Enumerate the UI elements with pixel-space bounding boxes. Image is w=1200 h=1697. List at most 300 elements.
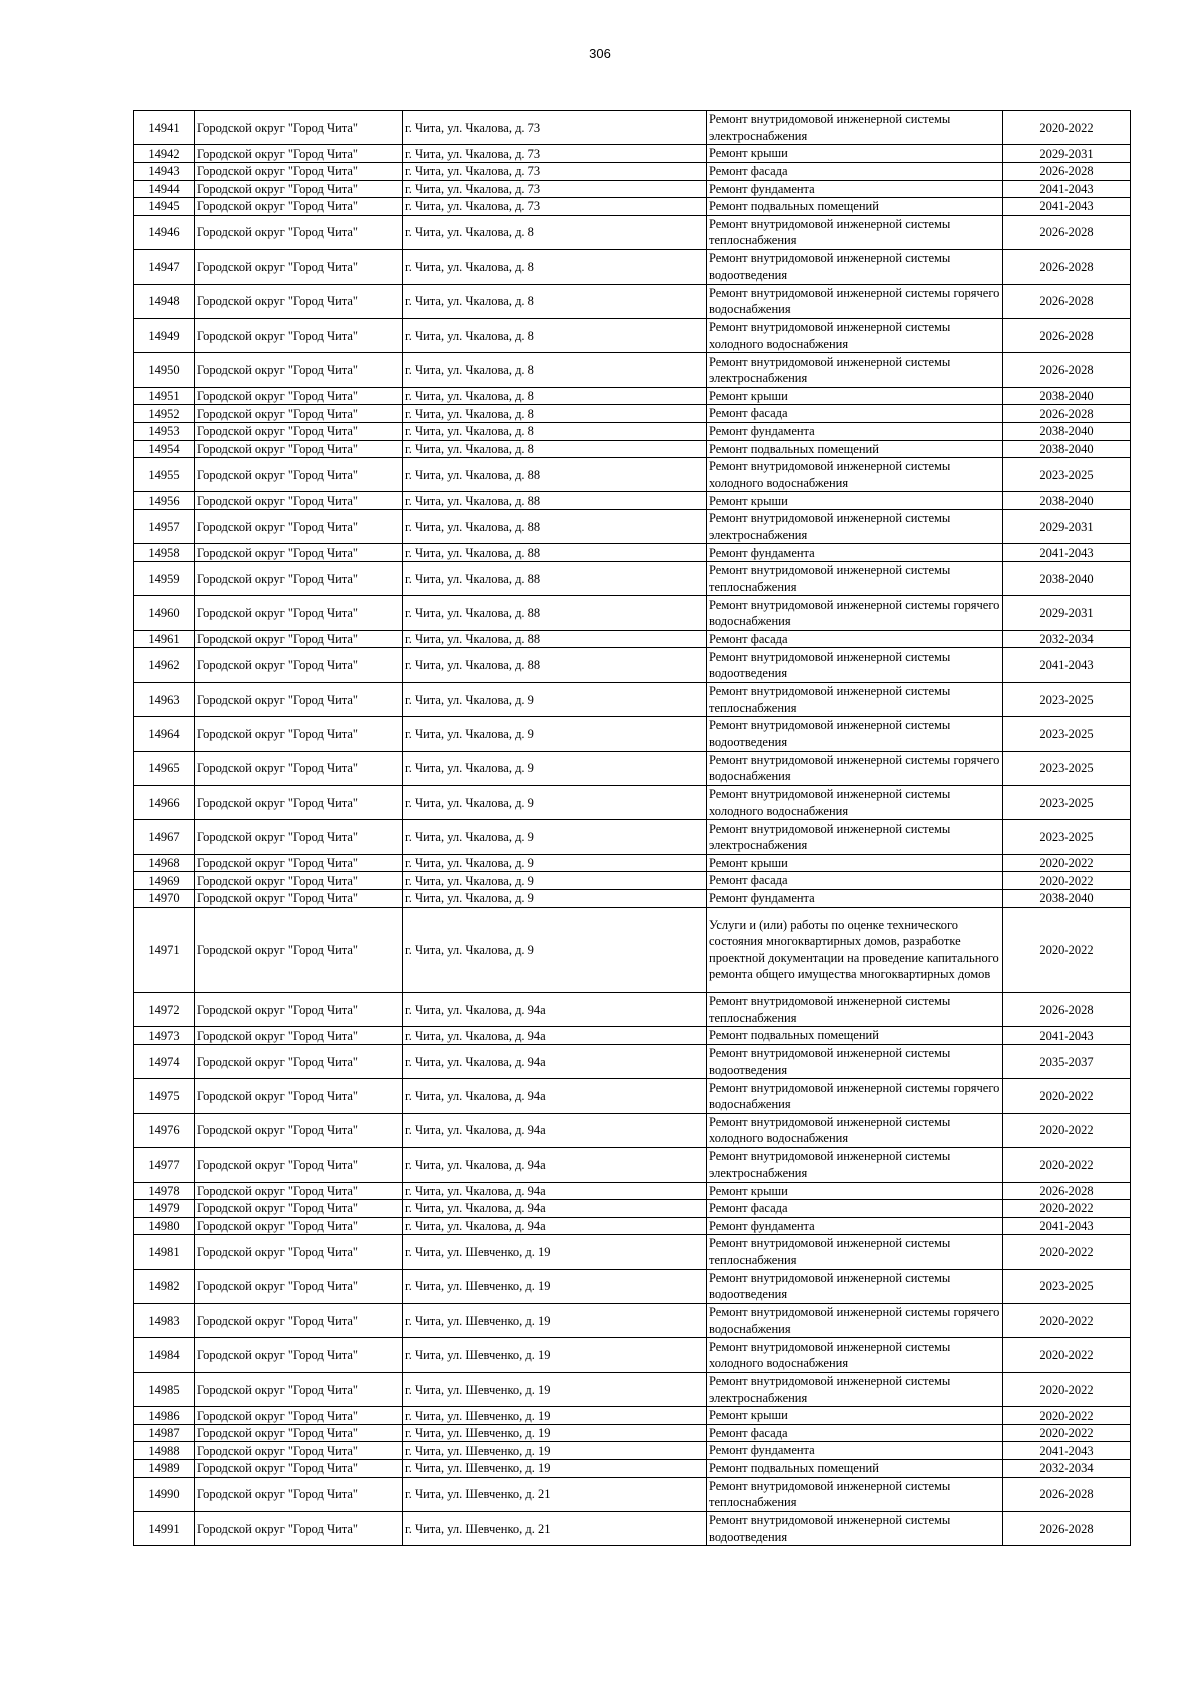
address-cell: г. Чита, ул. Чкалова, д. 94а (403, 1044, 707, 1078)
municipality-cell: Городской округ "Город Чита" (195, 215, 403, 249)
row-number-cell: 14979 (134, 1200, 195, 1218)
address-cell: г. Чита, ул. Чкалова, д. 73 (403, 145, 707, 163)
row-number-cell: 14964 (134, 717, 195, 751)
work-type-cell: Ремонт внутридомовой инженерной системы теплоснабжения (707, 215, 1003, 249)
municipality-cell: Городской округ "Город Чита" (195, 492, 403, 510)
municipality-cell: Городской округ "Город Чита" (195, 1442, 403, 1460)
period-cell: 2032-2034 (1003, 630, 1131, 648)
municipality-cell: Городской округ "Город Чита" (195, 1148, 403, 1182)
period-cell: 2020-2022 (1003, 1372, 1131, 1406)
table-row (134, 1217, 1131, 1235)
row-number-cell: 14972 (134, 992, 195, 1026)
address-cell: г. Чита, ул. Чкалова, д. 9 (403, 682, 707, 716)
period-cell: 2026-2028 (1003, 215, 1131, 249)
work-type-cell: Ремонт внутридомовой инженерной системы холодного водоснабжения (707, 1338, 1003, 1372)
row-number-cell: 14976 (134, 1113, 195, 1147)
address-cell: г. Чита, ул. Чкалова, д. 73 (403, 111, 707, 145)
municipality-cell: Городской округ "Город Чита" (195, 992, 403, 1026)
municipality-cell: Городской округ "Город Чита" (195, 458, 403, 492)
work-type-cell: Ремонт внутридомовой инженерной системы холодного водоснабжения (707, 318, 1003, 352)
address-cell: г. Чита, ул. Чкалова, д. 8 (403, 422, 707, 440)
row-number-cell: 14963 (134, 682, 195, 716)
work-type-cell: Ремонт внутридомовой инженерной системы водоотведения (707, 1269, 1003, 1303)
work-type-cell: Ремонт внутридомовой инженерной системы водоотведения (707, 1512, 1003, 1546)
table-row (134, 492, 1131, 510)
municipality-cell: Городской округ "Город Чита" (195, 889, 403, 907)
work-type-cell: Ремонт подвальных помещений (707, 440, 1003, 458)
period-cell: 2023-2025 (1003, 682, 1131, 716)
period-cell: 2020-2022 (1003, 1079, 1131, 1113)
address-cell: г. Чита, ул. Шевченко, д. 19 (403, 1235, 707, 1269)
period-cell: 2029-2031 (1003, 510, 1131, 544)
table-row (134, 1200, 1131, 1218)
address-cell: г. Чита, ул. Чкалова, д. 8 (403, 405, 707, 423)
row-number-cell: 14977 (134, 1148, 195, 1182)
row-number-cell: 14941 (134, 111, 195, 145)
row-number-cell: 14975 (134, 1079, 195, 1113)
table-row (134, 1113, 1131, 1147)
municipality-cell: Городской округ "Город Чита" (195, 907, 403, 992)
address-cell: г. Чита, ул. Шевченко, д. 19 (403, 1372, 707, 1406)
municipality-cell: Городской округ "Город Чита" (195, 162, 403, 180)
address-cell: г. Чита, ул. Чкалова, д. 9 (403, 907, 707, 992)
row-number-cell: 14961 (134, 630, 195, 648)
period-cell: 2023-2025 (1003, 751, 1131, 785)
row-number-cell: 14969 (134, 872, 195, 890)
work-type-cell: Ремонт внутридомовой инженерной системы теплоснабжения (707, 562, 1003, 596)
table-row (134, 405, 1131, 423)
period-cell: 2038-2040 (1003, 440, 1131, 458)
municipality-cell: Городской округ "Город Чита" (195, 284, 403, 318)
period-cell: 2020-2022 (1003, 1235, 1131, 1269)
municipality-cell: Городской округ "Город Чита" (195, 854, 403, 872)
repair-schedule-table (133, 110, 1131, 1546)
address-cell: г. Чита, ул. Чкалова, д. 88 (403, 510, 707, 544)
row-number-cell: 14965 (134, 751, 195, 785)
period-cell: 2026-2028 (1003, 353, 1131, 387)
row-number-cell: 14960 (134, 596, 195, 630)
period-cell: 2038-2040 (1003, 387, 1131, 405)
table-row (134, 992, 1131, 1026)
address-cell: г. Чита, ул. Чкалова, д. 94а (403, 1113, 707, 1147)
work-type-cell: Ремонт внутридомовой инженерной системы теплоснабжения (707, 1477, 1003, 1511)
municipality-cell: Городской округ "Город Чита" (195, 1304, 403, 1338)
address-cell: г. Чита, ул. Чкалова, д. 94а (403, 1182, 707, 1200)
address-cell: г. Чита, ул. Чкалова, д. 94а (403, 1200, 707, 1218)
municipality-cell: Городской округ "Город Чита" (195, 405, 403, 423)
table-row (134, 510, 1131, 544)
table-row (134, 751, 1131, 785)
row-number-cell: 14957 (134, 510, 195, 544)
table-row (134, 1027, 1131, 1045)
table-row (134, 907, 1131, 992)
work-type-cell: Ремонт фундамента (707, 422, 1003, 440)
address-cell: г. Чита, ул. Чкалова, д. 9 (403, 854, 707, 872)
table-row (134, 1512, 1131, 1546)
period-cell: 2020-2022 (1003, 1200, 1131, 1218)
work-type-cell: Ремонт внутридомовой инженерной системы горячего водоснабжения (707, 284, 1003, 318)
work-type-cell: Ремонт внутридомовой инженерной системы электроснабжения (707, 1148, 1003, 1182)
period-cell: 2023-2025 (1003, 717, 1131, 751)
period-cell: 2020-2022 (1003, 907, 1131, 992)
work-type-cell: Ремонт крыши (707, 854, 1003, 872)
row-number-cell: 14948 (134, 284, 195, 318)
work-type-cell: Ремонт фасада (707, 872, 1003, 890)
table-row (134, 1477, 1131, 1511)
address-cell: г. Чита, ул. Шевченко, д. 21 (403, 1512, 707, 1546)
period-cell: 2023-2025 (1003, 786, 1131, 820)
period-cell: 2041-2043 (1003, 1217, 1131, 1235)
municipality-cell: Городской округ "Город Чита" (195, 318, 403, 352)
table-row (134, 1079, 1131, 1113)
municipality-cell: Городской округ "Город Чита" (195, 820, 403, 854)
row-number-cell: 14989 (134, 1460, 195, 1478)
table-row (134, 1460, 1131, 1478)
table-row (134, 284, 1131, 318)
table-row (134, 544, 1131, 562)
address-cell: г. Чита, ул. Чкалова, д. 8 (403, 318, 707, 352)
municipality-cell: Городской округ "Город Чита" (195, 1113, 403, 1147)
municipality-cell: Городской округ "Город Чита" (195, 510, 403, 544)
table-row (134, 458, 1131, 492)
period-cell: 2035-2037 (1003, 1044, 1131, 1078)
period-cell: 2041-2043 (1003, 198, 1131, 216)
row-number-cell: 14944 (134, 180, 195, 198)
period-cell: 2020-2022 (1003, 1148, 1131, 1182)
row-number-cell: 14986 (134, 1407, 195, 1425)
period-cell: 2041-2043 (1003, 544, 1131, 562)
municipality-cell: Городской округ "Город Чита" (195, 145, 403, 163)
municipality-cell: Городской округ "Город Чита" (195, 1235, 403, 1269)
work-type-cell: Ремонт крыши (707, 145, 1003, 163)
address-cell: г. Чита, ул. Шевченко, д. 19 (403, 1460, 707, 1478)
work-type-cell: Ремонт фасада (707, 630, 1003, 648)
period-cell: 2020-2022 (1003, 1113, 1131, 1147)
municipality-cell: Городской округ "Город Чита" (195, 872, 403, 890)
municipality-cell: Городской округ "Город Чита" (195, 1044, 403, 1078)
address-cell: г. Чита, ул. Чкалова, д. 8 (403, 440, 707, 458)
municipality-cell: Городской округ "Город Чита" (195, 1027, 403, 1045)
municipality-cell: Городской округ "Город Чита" (195, 387, 403, 405)
work-type-cell: Ремонт фасада (707, 1200, 1003, 1218)
table-row (134, 318, 1131, 352)
work-type-cell: Ремонт крыши (707, 492, 1003, 510)
period-cell: 2038-2040 (1003, 889, 1131, 907)
table-row (134, 250, 1131, 284)
work-type-cell: Ремонт внутридомовой инженерной системы теплоснабжения (707, 992, 1003, 1026)
municipality-cell: Городской округ "Город Чита" (195, 562, 403, 596)
table-body (134, 111, 1131, 1546)
row-number-cell: 14949 (134, 318, 195, 352)
municipality-cell: Городской округ "Город Чита" (195, 786, 403, 820)
table-row (134, 820, 1131, 854)
table-row (134, 162, 1131, 180)
municipality-cell: Городской округ "Город Чита" (195, 751, 403, 785)
work-type-cell: Ремонт фасада (707, 1424, 1003, 1442)
municipality-cell: Городской округ "Город Чита" (195, 1407, 403, 1425)
address-cell: г. Чита, ул. Чкалова, д. 9 (403, 786, 707, 820)
work-type-cell: Ремонт внутридомовой инженерной системы электроснабжения (707, 353, 1003, 387)
period-cell: 2041-2043 (1003, 1027, 1131, 1045)
municipality-cell: Городской округ "Город Чита" (195, 596, 403, 630)
address-cell: г. Чита, ул. Чкалова, д. 94а (403, 1079, 707, 1113)
municipality-cell: Городской округ "Город Чита" (195, 422, 403, 440)
municipality-cell: Городской округ "Город Чита" (195, 544, 403, 562)
address-cell: г. Чита, ул. Чкалова, д. 8 (403, 250, 707, 284)
table-row (134, 353, 1131, 387)
period-cell: 2026-2028 (1003, 250, 1131, 284)
work-type-cell: Ремонт внутридомовой инженерной системы горячего водоснабжения (707, 596, 1003, 630)
address-cell: г. Чита, ул. Чкалова, д. 8 (403, 387, 707, 405)
period-cell: 2032-2034 (1003, 1460, 1131, 1478)
row-number-cell: 14946 (134, 215, 195, 249)
municipality-cell: Городской округ "Город Чита" (195, 1372, 403, 1406)
period-cell: 2026-2028 (1003, 405, 1131, 423)
table-row (134, 630, 1131, 648)
work-type-cell: Ремонт крыши (707, 1182, 1003, 1200)
row-number-cell: 14985 (134, 1372, 195, 1406)
address-cell: г. Чита, ул. Чкалова, д. 73 (403, 198, 707, 216)
period-cell: 2026-2028 (1003, 162, 1131, 180)
work-type-cell: Ремонт внутридомовой инженерной системы электроснабжения (707, 111, 1003, 145)
period-cell: 2038-2040 (1003, 492, 1131, 510)
work-type-cell: Ремонт фасада (707, 162, 1003, 180)
period-cell: 2041-2043 (1003, 180, 1131, 198)
row-number-cell: 14945 (134, 198, 195, 216)
table-row (134, 1304, 1131, 1338)
work-type-cell: Ремонт крыши (707, 387, 1003, 405)
municipality-cell: Городской округ "Город Чита" (195, 1217, 403, 1235)
row-number-cell: 14991 (134, 1512, 195, 1546)
work-type-cell: Ремонт внутридомовой инженерной системы электроснабжения (707, 820, 1003, 854)
address-cell: г. Чита, ул. Чкалова, д. 73 (403, 162, 707, 180)
table-row (134, 1372, 1131, 1406)
work-type-cell: Ремонт внутридомовой инженерной системы водоотведения (707, 648, 1003, 682)
address-cell: г. Чита, ул. Шевченко, д. 21 (403, 1477, 707, 1511)
period-cell: 2020-2022 (1003, 854, 1131, 872)
row-number-cell: 14987 (134, 1424, 195, 1442)
municipality-cell: Городской округ "Город Чита" (195, 111, 403, 145)
period-cell: 2041-2043 (1003, 1442, 1131, 1460)
period-cell: 2023-2025 (1003, 820, 1131, 854)
row-number-cell: 14955 (134, 458, 195, 492)
work-type-cell: Ремонт внутридомовой инженерной системы электроснабжения (707, 1372, 1003, 1406)
address-cell: г. Чита, ул. Чкалова, д. 73 (403, 180, 707, 198)
row-number-cell: 14973 (134, 1027, 195, 1045)
address-cell: г. Чита, ул. Чкалова, д. 88 (403, 648, 707, 682)
row-number-cell: 14974 (134, 1044, 195, 1078)
page-number: 306 (589, 46, 611, 61)
period-cell: 2026-2028 (1003, 284, 1131, 318)
municipality-cell: Городской округ "Город Чита" (195, 1424, 403, 1442)
row-number-cell: 14952 (134, 405, 195, 423)
municipality-cell: Городской округ "Город Чита" (195, 198, 403, 216)
address-cell: г. Чита, ул. Чкалова, д. 94а (403, 1217, 707, 1235)
work-type-cell: Ремонт внутридомовой инженерной системы холодного водоснабжения (707, 786, 1003, 820)
table-row (134, 1338, 1131, 1372)
row-number-cell: 14990 (134, 1477, 195, 1511)
row-number-cell: 14951 (134, 387, 195, 405)
address-cell: г. Чита, ул. Чкалова, д. 8 (403, 284, 707, 318)
row-number-cell: 14982 (134, 1269, 195, 1303)
row-number-cell: 14983 (134, 1304, 195, 1338)
table-row (134, 440, 1131, 458)
municipality-cell: Городской округ "Город Чита" (195, 1338, 403, 1372)
table-row (134, 198, 1131, 216)
address-cell: г. Чита, ул. Чкалова, д. 88 (403, 492, 707, 510)
table-row (134, 596, 1131, 630)
address-cell: г. Чита, ул. Чкалова, д. 88 (403, 630, 707, 648)
period-cell: 2026-2028 (1003, 992, 1131, 1026)
row-number-cell: 14956 (134, 492, 195, 510)
address-cell: г. Чита, ул. Чкалова, д. 88 (403, 458, 707, 492)
row-number-cell: 14953 (134, 422, 195, 440)
municipality-cell: Городской округ "Город Чита" (195, 1269, 403, 1303)
row-number-cell: 14968 (134, 854, 195, 872)
work-type-cell: Ремонт внутридомовой инженерной системы теплоснабжения (707, 1235, 1003, 1269)
table-row (134, 648, 1131, 682)
table-row (134, 1148, 1131, 1182)
address-cell: г. Чита, ул. Чкалова, д. 88 (403, 596, 707, 630)
table-row (134, 682, 1131, 716)
address-cell: г. Чита, ул. Чкалова, д. 88 (403, 544, 707, 562)
municipality-cell: Городской округ "Город Чита" (195, 353, 403, 387)
address-cell: г. Чита, ул. Чкалова, д. 88 (403, 562, 707, 596)
table-row (134, 1407, 1131, 1425)
table-row (134, 1235, 1131, 1269)
period-cell: 2023-2025 (1003, 458, 1131, 492)
table-row (134, 854, 1131, 872)
address-cell: г. Чита, ул. Чкалова, д. 9 (403, 751, 707, 785)
municipality-cell: Городской округ "Город Чита" (195, 717, 403, 751)
work-type-cell: Ремонт крыши (707, 1407, 1003, 1425)
table-row (134, 145, 1131, 163)
municipality-cell: Городской округ "Город Чита" (195, 1079, 403, 1113)
work-type-cell: Ремонт фундамента (707, 1442, 1003, 1460)
work-type-cell: Ремонт внутридомовой инженерной системы водоотведения (707, 250, 1003, 284)
address-cell: г. Чита, ул. Чкалова, д. 94а (403, 992, 707, 1026)
municipality-cell: Городской округ "Город Чита" (195, 648, 403, 682)
row-number-cell: 14970 (134, 889, 195, 907)
period-cell: 2020-2022 (1003, 1407, 1131, 1425)
work-type-cell: Ремонт внутридомовой инженерной системы горячего водоснабжения (707, 1304, 1003, 1338)
work-type-cell: Ремонт фундамента (707, 1217, 1003, 1235)
address-cell: г. Чита, ул. Чкалова, д. 94а (403, 1148, 707, 1182)
work-type-cell: Услуги и (или) работы по оценке технического состояния многоквартирных домов, разработке проектной документации на проведение капитального ремонта общего имущества многоквартирных домов (707, 907, 1003, 992)
work-type-cell: Ремонт фундамента (707, 544, 1003, 562)
work-type-cell: Ремонт внутридомовой инженерной системы водоотведения (707, 1044, 1003, 1078)
municipality-cell: Городской округ "Город Чита" (195, 1460, 403, 1478)
period-cell: 2026-2028 (1003, 1182, 1131, 1200)
row-number-cell: 14967 (134, 820, 195, 854)
address-cell: г. Чита, ул. Шевченко, д. 19 (403, 1304, 707, 1338)
row-number-cell: 14988 (134, 1442, 195, 1460)
row-number-cell: 14943 (134, 162, 195, 180)
table-row (134, 786, 1131, 820)
row-number-cell: 14971 (134, 907, 195, 992)
address-cell: г. Чита, ул. Чкалова, д. 9 (403, 717, 707, 751)
address-cell: г. Чита, ул. Чкалова, д. 8 (403, 215, 707, 249)
table-row (134, 1044, 1131, 1078)
work-type-cell: Ремонт фундамента (707, 180, 1003, 198)
municipality-cell: Городской округ "Город Чита" (195, 630, 403, 648)
municipality-cell: Городской округ "Город Чита" (195, 1477, 403, 1511)
municipality-cell: Городской округ "Город Чита" (195, 1512, 403, 1546)
row-number-cell: 14950 (134, 353, 195, 387)
work-type-cell: Ремонт внутридомовой инженерной системы теплоснабжения (707, 682, 1003, 716)
period-cell: 2023-2025 (1003, 1269, 1131, 1303)
table-row (134, 1424, 1131, 1442)
row-number-cell: 14954 (134, 440, 195, 458)
work-type-cell: Ремонт внутридомовой инженерной системы водоотведения (707, 717, 1003, 751)
table-row (134, 872, 1131, 890)
table-row (134, 562, 1131, 596)
municipality-cell: Городской округ "Город Чита" (195, 1200, 403, 1218)
municipality-cell: Городской округ "Город Чита" (195, 440, 403, 458)
work-type-cell: Ремонт фасада (707, 405, 1003, 423)
address-cell: г. Чита, ул. Чкалова, д. 9 (403, 889, 707, 907)
municipality-cell: Городской округ "Город Чита" (195, 180, 403, 198)
period-cell: 2026-2028 (1003, 318, 1131, 352)
table-row (134, 717, 1131, 751)
work-type-cell: Ремонт фундамента (707, 889, 1003, 907)
period-cell: 2026-2028 (1003, 1477, 1131, 1511)
period-cell: 2029-2031 (1003, 145, 1131, 163)
row-number-cell: 14984 (134, 1338, 195, 1372)
address-cell: г. Чита, ул. Шевченко, д. 19 (403, 1442, 707, 1460)
row-number-cell: 14942 (134, 145, 195, 163)
address-cell: г. Чита, ул. Шевченко, д. 19 (403, 1338, 707, 1372)
period-cell: 2026-2028 (1003, 1512, 1131, 1546)
table-row (134, 180, 1131, 198)
municipality-cell: Городской округ "Город Чита" (195, 682, 403, 716)
period-cell: 2020-2022 (1003, 1424, 1131, 1442)
table-row (134, 1442, 1131, 1460)
period-cell: 2020-2022 (1003, 111, 1131, 145)
table-row (134, 889, 1131, 907)
row-number-cell: 14947 (134, 250, 195, 284)
address-cell: г. Чита, ул. Чкалова, д. 9 (403, 872, 707, 890)
work-type-cell: Ремонт внутридомовой инженерной системы электроснабжения (707, 510, 1003, 544)
work-type-cell: Ремонт подвальных помещений (707, 1027, 1003, 1045)
row-number-cell: 14980 (134, 1217, 195, 1235)
municipality-cell: Городской округ "Город Чита" (195, 1182, 403, 1200)
row-number-cell: 14966 (134, 786, 195, 820)
address-cell: г. Чита, ул. Чкалова, д. 9 (403, 820, 707, 854)
row-number-cell: 14962 (134, 648, 195, 682)
table-row (134, 1182, 1131, 1200)
table-row (134, 111, 1131, 145)
address-cell: г. Чита, ул. Шевченко, д. 19 (403, 1269, 707, 1303)
period-cell: 2020-2022 (1003, 1338, 1131, 1372)
address-cell: г. Чита, ул. Шевченко, д. 19 (403, 1407, 707, 1425)
row-number-cell: 14981 (134, 1235, 195, 1269)
work-type-cell: Ремонт внутридомовой инженерной системы горячего водоснабжения (707, 1079, 1003, 1113)
period-cell: 2029-2031 (1003, 596, 1131, 630)
address-cell: г. Чита, ул. Шевченко, д. 19 (403, 1424, 707, 1442)
row-number-cell: 14978 (134, 1182, 195, 1200)
work-type-cell: Ремонт внутридомовой инженерной системы горячего водоснабжения (707, 751, 1003, 785)
work-type-cell: Ремонт внутридомовой инженерной системы холодного водоснабжения (707, 458, 1003, 492)
row-number-cell: 14959 (134, 562, 195, 596)
work-type-cell: Ремонт подвальных помещений (707, 198, 1003, 216)
address-cell: г. Чита, ул. Чкалова, д. 8 (403, 353, 707, 387)
table-row (134, 387, 1131, 405)
period-cell: 2020-2022 (1003, 1304, 1131, 1338)
period-cell: 2020-2022 (1003, 872, 1131, 890)
table-row (134, 422, 1131, 440)
address-cell: г. Чита, ул. Чкалова, д. 94а (403, 1027, 707, 1045)
